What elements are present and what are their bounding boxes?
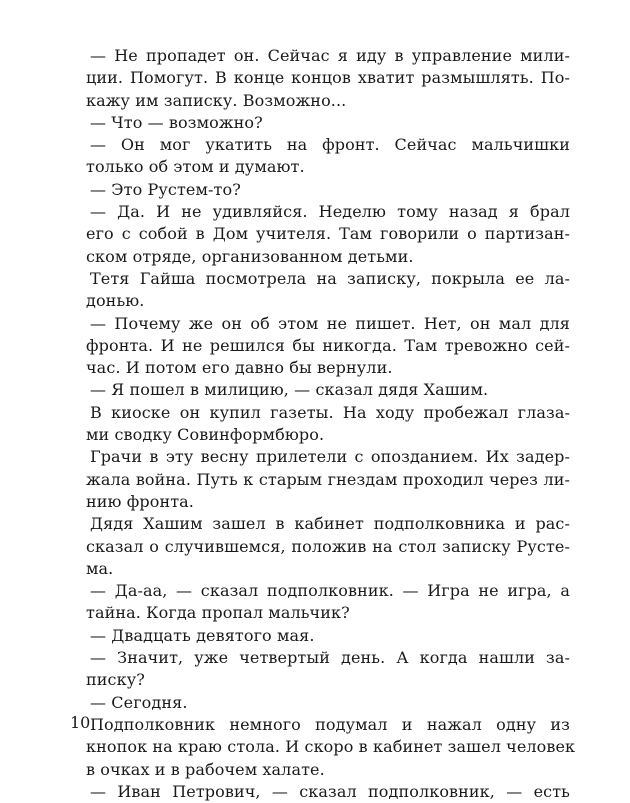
text-line: — Не пропадет он. Сейчас я иду в управление мили- <box>90 46 570 65</box>
text-line: ма. <box>86 558 114 578</box>
text-line: — Да-аа, — сказал подполковник. — Игра не игра, а <box>90 581 570 601</box>
text-line: ском отряде, организованном детьми. <box>86 246 414 266</box>
body-text <box>86 45 576 803</box>
page-number: 10 <box>70 713 91 732</box>
text-line: Тетя Гайша посмотрела на записку, покрыла ее ла- <box>90 268 570 288</box>
text-line: Дядя Хашим зашел в кабинет подполковника и рас- <box>90 514 570 534</box>
text-line: — Я пошел в милицию, — сказал дядя Хашим. <box>90 380 489 400</box>
text-line: — Значит, уже четвертый день. А когда нашли за- <box>90 648 570 668</box>
text-line: — Это Рустем-то? <box>90 179 241 199</box>
text-line: В киоске он купил газеты. На ходу пробежал глаза- <box>90 402 570 422</box>
text-line: час. И потом его давно бы вернули. <box>86 358 393 378</box>
text-line: — Да. И не удивляйся. Неделю тому назад я брал <box>90 202 570 222</box>
text-line: его с собой в Дом учителя. Там говорили о партизан- <box>86 224 570 244</box>
text-line: ции. Помогут. В конце концов хватит размышлять. По- <box>86 68 570 88</box>
text-line: сказал о случившемся, положив на стол записку Русте- <box>86 536 570 556</box>
text-line: Подполковник немного подумал и нажал одну из <box>90 714 570 734</box>
text-line: — Сегодня. <box>90 692 188 712</box>
text-line: фронта. И не решился бы никогда. Там тревожно сей- <box>86 335 570 355</box>
text-line: донью. <box>86 291 145 311</box>
text-line: в очках и в рабочем халате. <box>86 759 325 779</box>
text-line: нию фронта. <box>86 491 194 511</box>
text-line: — Он мог укатить на фронт. Сейчас мальчишки <box>90 135 570 155</box>
text-line: — Что — возможно? <box>90 112 263 132</box>
text-line: Грачи в эту весну прилетели с опозданием. Их задер- <box>90 447 570 467</box>
text-line: ми сводку Совинформбюро. <box>86 425 325 445</box>
text-line: — Иван Петрович, — сказал подполковник, — есть <box>90 781 570 801</box>
text-line: писку? <box>86 670 145 690</box>
text-line: тайна. Когда пропал мальчик? <box>86 603 350 623</box>
text-line: — Двадцать девятого мая. <box>90 625 315 645</box>
text-line: жала война. Путь к старым гнездам проходил через ли- <box>86 469 570 489</box>
text-line: только об этом и думают. <box>86 157 305 177</box>
text-line: кнопок на краю стола. И скоро в кабинет зашел человек <box>86 737 576 757</box>
text-line: — Почему же он об этом не пишет. Нет, он мал для <box>90 313 570 333</box>
text-line: кажу им записку. Возможно... <box>86 90 347 110</box>
